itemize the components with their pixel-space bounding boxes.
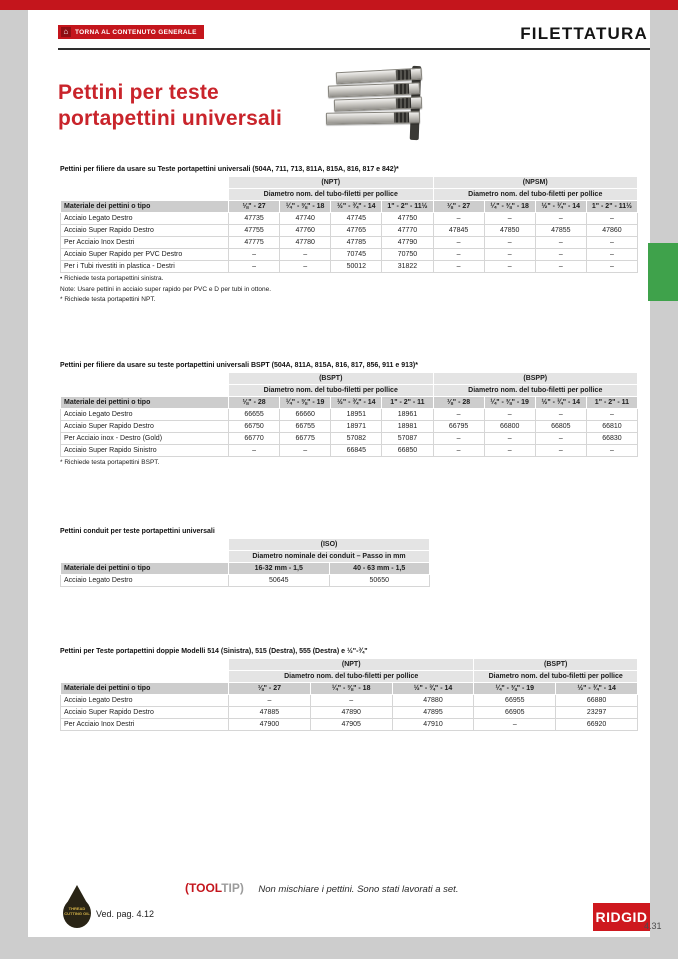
catalog-number: –	[280, 261, 331, 273]
tooltip-note	[185, 879, 458, 897]
catalog-number: 66880	[556, 695, 638, 707]
table-row	[61, 421, 638, 433]
catalog-number: 18981	[382, 421, 433, 433]
size-column-header: ¼" - ⅜" - 18	[310, 683, 392, 695]
table-row	[61, 213, 638, 225]
group-subheader: Diametro nom. del tubo-filetti per pollice	[229, 671, 474, 683]
catalog-number: 47755	[229, 225, 280, 237]
home-icon: ⌂	[61, 27, 71, 37]
catalog-number: –	[484, 445, 535, 457]
corner-blank	[61, 189, 229, 201]
catalog-number: 47885	[229, 707, 311, 719]
row-label: Acciaio Legato Destro	[61, 213, 229, 225]
catalog-number: 47850	[484, 225, 535, 237]
catalog-number: 66805	[535, 421, 586, 433]
catalog-number: 47775	[229, 237, 280, 249]
catalog-number: 47770	[382, 225, 433, 237]
table-double-heads	[60, 648, 638, 731]
catalog-number: 47910	[392, 719, 474, 731]
corner-blank	[61, 177, 229, 189]
catalog-number: –	[433, 237, 484, 249]
catalog-number: –	[484, 409, 535, 421]
group-subheader: Diametro nominale dei conduit – Passo in mm	[229, 551, 430, 563]
catalog-number: –	[474, 719, 556, 731]
row-label: Acciaio Legato Destro	[61, 695, 229, 707]
ridgid-logo: RIDGID	[593, 903, 650, 931]
row-label: Per Acciaio inox - Destro (Gold)	[61, 433, 229, 445]
oil-drop-logo	[62, 882, 92, 928]
corner-blank	[61, 551, 229, 563]
catalog-number: 47735	[229, 213, 280, 225]
catalog-number: –	[433, 409, 484, 421]
corner-blank	[61, 373, 229, 385]
size-column-header: ½" - ¾" - 14	[392, 683, 474, 695]
group-subheader: Diametro nom. del tubo-filetti per pollice	[474, 671, 638, 683]
catalog-number: 47785	[331, 237, 382, 249]
materials-column-header: Materiale dei pettini o tipo	[61, 683, 229, 695]
catalog-number: –	[433, 445, 484, 457]
catalog-number: 50012	[331, 261, 382, 273]
size-column-header: ¼" - ⅜" - 18	[484, 201, 535, 213]
table-row	[61, 445, 638, 457]
page-number: 4.31	[644, 921, 662, 931]
catalog-number: 47765	[331, 225, 382, 237]
row-label: Acciaio Super Rapido Destro	[61, 225, 229, 237]
size-column-header: ¼" - ⅜" - 19	[280, 397, 331, 409]
tooltip-label-gray: TIP)	[221, 881, 244, 895]
catalog-number: 66830	[586, 433, 637, 445]
catalog-number: –	[586, 213, 637, 225]
table-title: Pettini per Teste portapettini doppie Modelli 514 (Sinistra), 515 (Destra), 555 (Destra) e ½"-¾"	[60, 648, 368, 655]
table-title: Pettini conduit per teste portapettini universali	[60, 528, 215, 535]
catalog-number: 47900	[229, 719, 311, 731]
catalog-number: –	[586, 261, 637, 273]
top-red-bar	[0, 0, 678, 10]
table-bspt-bspp	[60, 362, 638, 468]
table-title: Pettini per filiere da usare su Teste portapettini universali (504A, 711, 713, 811A, 815A, 816, 817 e 842)*	[60, 166, 399, 173]
group-header: (NPSM)	[433, 177, 638, 189]
catalog-number: 66810	[586, 421, 637, 433]
catalog-number: –	[229, 249, 280, 261]
catalog-number: 47905	[310, 719, 392, 731]
table-row	[61, 225, 638, 237]
catalog-number: –	[484, 261, 535, 273]
group-subheader: Diametro nom. del tubo-filetti per pollice	[433, 385, 638, 397]
footnote: * Richiede testa portapettini NPT.	[60, 296, 156, 303]
page-content	[28, 10, 650, 937]
table-npt-npsm	[60, 166, 638, 305]
row-label: Acciaio Super Rapido Destro	[61, 707, 229, 719]
footnote: Note: Usare pettini in acciaio super rapido per PVC e D per tubi in ottone.	[60, 285, 272, 293]
group-subheader: Diametro nom. del tubo-filetti per pollice	[229, 189, 434, 201]
size-column-header: ⅛" - 28	[229, 397, 280, 409]
size-column-header: ⅛" - 27	[229, 683, 311, 695]
size-column-header: ½" - ¾" - 14	[331, 201, 382, 213]
catalog-number: 47750	[382, 213, 433, 225]
catalog-table	[60, 538, 430, 587]
catalog-number: 47780	[280, 237, 331, 249]
table-row	[61, 575, 430, 587]
catalog-number: 66750	[229, 421, 280, 433]
footnote: • Richiede testa portapettini sinistra.	[60, 275, 164, 282]
catalog-number: –	[535, 213, 586, 225]
corner-blank	[61, 539, 229, 551]
die-comb	[328, 82, 420, 97]
catalog-number: –	[433, 213, 484, 225]
catalog-number: –	[586, 249, 637, 261]
catalog-number: –	[310, 695, 392, 707]
page-title-line1: Pettini per teste	[58, 81, 219, 104]
row-label: Per Acciaio Inox Destri	[61, 719, 229, 731]
row-label: Acciaio Super Rapido per PVC Destro	[61, 249, 229, 261]
size-column-header: 1" - 2" - 11	[382, 397, 433, 409]
size-column-header: 1" - 2" - 11	[586, 397, 637, 409]
catalog-number: –	[280, 249, 331, 261]
size-column-header: 1" - 2" - 11½	[586, 201, 637, 213]
table-row	[61, 249, 638, 261]
size-column-header: ⅛" - 27	[433, 201, 484, 213]
table-row	[61, 695, 638, 707]
tooltip-text: Non mischiare i pettini. Sono stati lavorati a set.	[258, 884, 459, 895]
catalog-number: –	[433, 249, 484, 261]
catalog-number: 50650	[329, 575, 430, 587]
catalog-number: 47845	[433, 225, 484, 237]
row-label: Acciaio Super Rapido Sinistro	[61, 445, 229, 457]
catalog-number: 66770	[229, 433, 280, 445]
drop-icon	[63, 898, 91, 928]
size-column-header: ½" - ¾" - 14	[556, 683, 638, 695]
row-label: Per Acciaio Inox Destri	[61, 237, 229, 249]
catalog-number: 70750	[382, 249, 433, 261]
catalog-number: 31822	[382, 261, 433, 273]
corner-blank	[61, 671, 229, 683]
catalog-number: –	[535, 433, 586, 445]
catalog-number: –	[586, 445, 637, 457]
catalog-number: –	[535, 249, 586, 261]
catalog-number: –	[484, 433, 535, 445]
catalog-number: 47855	[535, 225, 586, 237]
catalog-number: –	[586, 409, 637, 421]
catalog-number: 18971	[331, 421, 382, 433]
catalog-number: 57082	[331, 433, 382, 445]
size-column-header: ¼" - ⅜" - 19	[474, 683, 556, 695]
group-subheader: Diametro nom. del tubo-filetti per pollice	[433, 189, 638, 201]
catalog-number: 47860	[586, 225, 637, 237]
catalog-number: –	[535, 261, 586, 273]
catalog-number: –	[229, 261, 280, 273]
catalog-table	[60, 372, 638, 457]
header-divider	[58, 48, 650, 50]
row-label: Per i Tubi rivestiti in plastica - Destri	[61, 261, 229, 273]
catalog-number: –	[535, 409, 586, 421]
table-row	[61, 433, 638, 445]
back-button-label: TORNA AL CONTENUTO GENERALE	[75, 28, 197, 36]
row-label: Acciaio Super Rapido Destro	[61, 421, 229, 433]
row-label: Acciaio Legato Destro	[61, 575, 229, 587]
catalog-number: –	[484, 249, 535, 261]
catalog-number: –	[229, 445, 280, 457]
catalog-number: –	[586, 237, 637, 249]
catalog-number: –	[229, 695, 311, 707]
catalog-number: 66800	[484, 421, 535, 433]
materials-column-header: Materiale dei pettini o tipo	[61, 201, 229, 213]
table-row	[61, 707, 638, 719]
catalog-number: 66755	[280, 421, 331, 433]
catalog-number: 47895	[392, 707, 474, 719]
catalog-number: –	[535, 445, 586, 457]
catalog-number: 66905	[474, 707, 556, 719]
catalog-number: 18951	[331, 409, 382, 421]
catalog-number: –	[433, 261, 484, 273]
catalog-number: –	[484, 213, 535, 225]
catalog-number: 47890	[310, 707, 392, 719]
catalog-table	[60, 658, 638, 731]
see-page-reference: Ved. pag. 4.12	[96, 909, 155, 919]
size-column-header: 16-32 mm - 1,5	[229, 563, 330, 575]
catalog-number: 18961	[382, 409, 433, 421]
die-comb	[326, 111, 420, 125]
table-row	[61, 261, 638, 273]
catalog-number: 47880	[392, 695, 474, 707]
group-header: (NPT)	[229, 177, 434, 189]
footnote: * Richiede testa portapettini BSPT.	[60, 459, 160, 466]
catalog-number: 47740	[280, 213, 331, 225]
table-title: Pettini per filiere da usare su teste portapettini universali BSPT (504A, 811A, 815A, 816, 817, 856, 911 e 913)*	[60, 362, 418, 369]
catalog-number: 66660	[280, 409, 331, 421]
group-subheader: Diametro nom. del tubo-filetti per pollice	[229, 385, 434, 397]
size-column-header: ¼" - ⅜" - 18	[280, 201, 331, 213]
back-to-contents-button[interactable]	[58, 25, 204, 39]
catalog-number: 57087	[382, 433, 433, 445]
tooltip-label-red: (TOOL	[185, 881, 222, 895]
table-row	[61, 237, 638, 249]
size-column-header: ½" - ¾" - 14	[535, 201, 586, 213]
size-column-header: ½" - ¾" - 14	[331, 397, 382, 409]
catalog-number: 50645	[229, 575, 330, 587]
catalog-number: 66955	[474, 695, 556, 707]
size-column-header: 1" - 2" - 11½	[382, 201, 433, 213]
table-conduit-iso	[60, 528, 430, 587]
size-column-header: ½" - ¾" - 14	[535, 397, 586, 409]
materials-column-header: Materiale dei pettini o tipo	[61, 397, 229, 409]
catalog-number: 66655	[229, 409, 280, 421]
catalog-number: 47760	[280, 225, 331, 237]
catalog-number: 66920	[556, 719, 638, 731]
oil-drop-text: THREAD CUTTING OIL	[64, 906, 90, 916]
catalog-number: 70745	[331, 249, 382, 261]
size-column-header: 40 - 63 mm - 1,5	[329, 563, 430, 575]
size-column-header: ¼" - ⅜" - 19	[484, 397, 535, 409]
group-header: (BSPP)	[433, 373, 638, 385]
page-title	[58, 80, 282, 132]
group-header: (BSPT)	[474, 659, 638, 671]
catalog-number: 66850	[382, 445, 433, 457]
corner-blank	[61, 659, 229, 671]
table-row	[61, 719, 638, 731]
catalog-number: 47790	[382, 237, 433, 249]
catalog-number: 66775	[280, 433, 331, 445]
catalog-number: 47745	[331, 213, 382, 225]
group-header: (ISO)	[229, 539, 430, 551]
dies-photo	[316, 64, 436, 150]
page-title-line2: portapettini universali	[58, 107, 282, 130]
size-column-header: ⅛" - 27	[229, 201, 280, 213]
catalog-number: 66795	[433, 421, 484, 433]
catalog-number: –	[484, 237, 535, 249]
section-edge-tab	[648, 243, 678, 301]
corner-blank	[61, 385, 229, 397]
catalog-number: 23297	[556, 707, 638, 719]
group-header: (NPT)	[229, 659, 474, 671]
row-label: Acciaio Legato Destro	[61, 409, 229, 421]
catalog-number: –	[433, 433, 484, 445]
group-header: (BSPT)	[229, 373, 434, 385]
catalog-number: –	[280, 445, 331, 457]
size-column-header: ⅛" - 28	[433, 397, 484, 409]
catalog-number: –	[535, 237, 586, 249]
catalog-table	[60, 176, 638, 273]
materials-column-header: Materiale dei pettini o tipo	[61, 563, 229, 575]
die-comb	[334, 96, 422, 111]
catalog-number: 66845	[331, 445, 382, 457]
table-row	[61, 409, 638, 421]
section-title: FILETTATURA	[520, 24, 648, 43]
